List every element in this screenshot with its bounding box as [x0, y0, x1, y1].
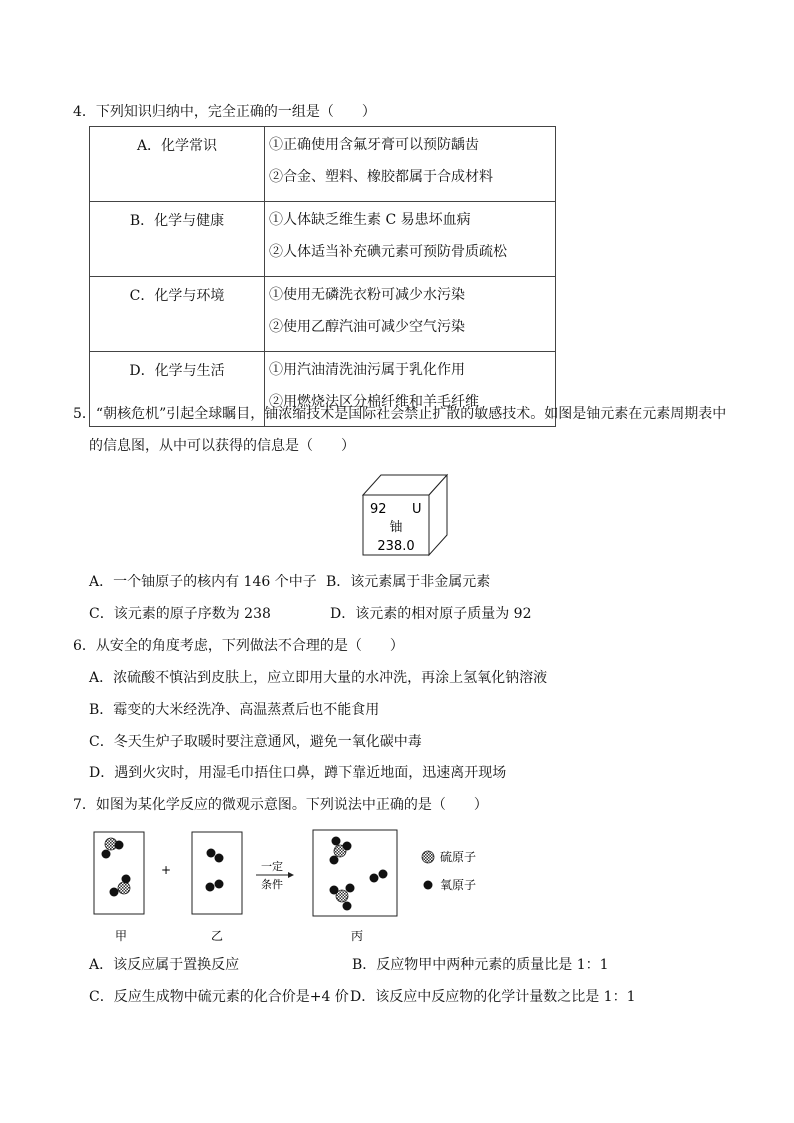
legend-oxygen-icon: [424, 881, 433, 890]
item-text: ①使用无磷洗衣粉可减少水污染: [269, 287, 465, 303]
label-jia: 甲: [114, 929, 128, 943]
oxygen-atom: [379, 870, 388, 879]
legend-oxygen-label: 氧原子: [440, 878, 477, 892]
q7-option-b: B．反应物甲中两种元素的质量比是 1：1: [352, 957, 609, 973]
item-text: ①用汽油清洗油污属于乳化作用: [269, 362, 465, 378]
legend-sulfur-icon: [422, 851, 434, 863]
oxygen-atom: [215, 854, 224, 863]
reaction-diagram: [80, 824, 500, 946]
plus-sign: +: [160, 863, 172, 877]
knowledge-table: [89, 126, 556, 427]
oxygen-atom: [370, 874, 379, 883]
q7-option-d: D．该反应中反应物的化学计量数之比是 1：1: [350, 989, 636, 1005]
q5-option-d: D．该元素的相对原子质量为 92: [330, 606, 532, 622]
label-yi: 乙: [210, 929, 224, 943]
arrow-condition-top: 一定: [261, 860, 283, 873]
q6-option-b: B．霉变的大米经洗净、高温蒸煮后也不能食用: [89, 702, 380, 718]
atomic-mass: 238.0: [377, 539, 415, 554]
arrow-head-icon: [288, 872, 294, 878]
q5-stem-line1: 5．“朝核危机”引起全球瞩目，铀浓缩技术是国际社会禁止扩散的敏感技术。如图是铀元素在元素周期表中: [73, 406, 727, 422]
oxygen-atom: [122, 875, 131, 884]
table-row: [90, 127, 556, 202]
q5-stem-line2: 的信息图，从中可以获得的信息是（ ）: [89, 438, 355, 454]
q7-option-c: C．反应生成物中硫元素的化合价是+4 价: [89, 989, 349, 1005]
items-cell: [265, 127, 556, 202]
element-symbol: U: [412, 502, 422, 517]
oxygen-atom: [110, 888, 119, 897]
table-row: [90, 277, 556, 352]
label-bing: 丙: [350, 929, 364, 943]
oxygen-atom: [343, 842, 352, 851]
oxygen-atom: [206, 883, 215, 892]
q5-option-c: C．该元素的原子序数为 238: [89, 606, 271, 622]
q5-option-a: A．一个铀原子的核内有 146 个中子: [89, 574, 317, 590]
oxygen-atom: [332, 837, 341, 846]
item-text: ①人体缺乏维生素 C 易患坏血病: [269, 212, 471, 228]
q7-stem: 7．如图为某化学反应的微观示意图。下列说法中正确的是（ ）: [73, 797, 488, 813]
oxygen-atom: [343, 902, 352, 911]
q4-stem: 4．下列知识归纳中，完全正确的一组是（ ）: [73, 104, 376, 120]
items-cell: [265, 277, 556, 352]
atomic-number: 92: [370, 502, 387, 517]
arrow-condition-bottom: 条件: [261, 878, 283, 891]
item-text: ②人体适当补充碘元素可预防骨质疏松: [269, 244, 507, 260]
q7-option-a: A．该反应属于置换反应: [89, 957, 240, 973]
item-text: ②用燃烧法区分棉纤维和羊毛纤维: [269, 394, 479, 410]
sulfur-atom: [118, 882, 130, 894]
q6-option-a: A．浓硫酸不慎沾到皮肤上，应立即用大量的水冲洗，再涂上氢氧化钠溶液: [89, 670, 548, 686]
q6-option-d: D．遇到火灾时，用湿毛巾捂住口鼻，蹲下靠近地面，迅速离开现场: [89, 765, 507, 781]
table-row: [90, 202, 556, 277]
element-name: 铀: [389, 520, 403, 535]
oxygen-atom: [346, 884, 355, 893]
q6-stem: 6．从安全的角度考虑，下列做法不合理的是（ ）: [73, 638, 404, 654]
item-text: ②合金、塑料、橡胶都属于合成材料: [269, 169, 493, 185]
box-yi: [192, 832, 242, 914]
category-cell: D．化学与生活: [90, 352, 265, 427]
q5-option-b: B．该元素属于非金属元素: [326, 574, 491, 590]
item-text: ②使用乙醇汽油可减少空气污染: [269, 319, 465, 335]
category-cell: B．化学与健康: [90, 202, 265, 277]
category-cell: A．化学常识: [90, 127, 265, 202]
oxygen-atom: [115, 841, 124, 850]
oxygen-atom: [215, 880, 224, 889]
category-cell: C．化学与环境: [90, 277, 265, 352]
legend-sulfur-label: 硫原子: [440, 850, 477, 864]
q6-option-c: C．冬天生炉子取暖时要注意通风，避免一氧化碳中毒: [89, 734, 422, 750]
oxygen-atom: [207, 849, 216, 858]
oxygen-atom: [330, 856, 339, 865]
oxygen-atom: [330, 886, 339, 895]
items-cell: [265, 202, 556, 277]
oxygen-atom: [102, 850, 111, 859]
item-text: ①正确使用含氟牙膏可以预防龋齿: [269, 137, 479, 153]
element-cell-figure: [360, 470, 452, 560]
